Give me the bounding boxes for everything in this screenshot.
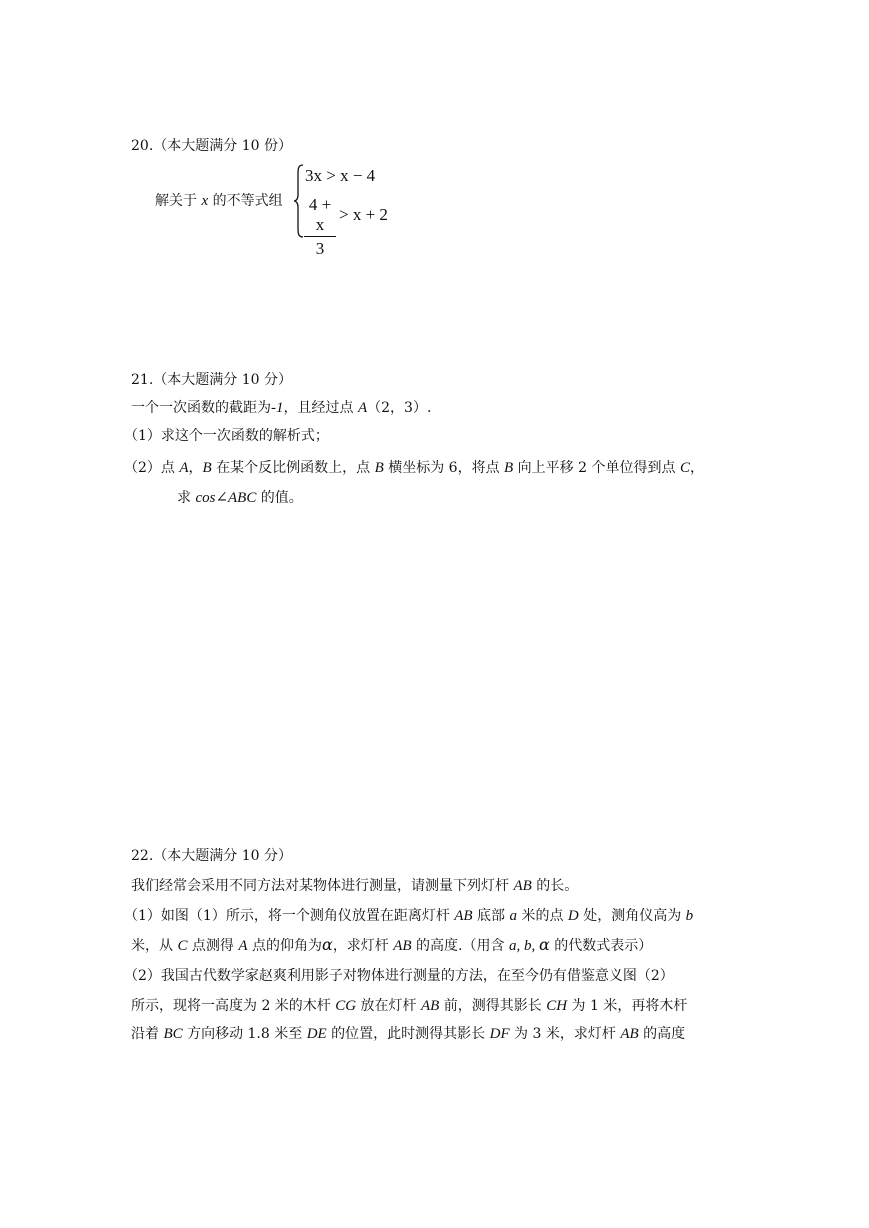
q21-part1: （1）求这个一次函数的解析式； (124, 428, 329, 444)
q21-intercept-value: -1 (271, 400, 284, 416)
q21-part2-B2: B (374, 460, 384, 476)
q21-cos-expression: cos∠ABC (195, 490, 257, 506)
q21-part2-d: 横坐标为 6，将点 (383, 460, 505, 476)
q22-p1-l2-A: A (238, 938, 248, 954)
q22-header: 22.（本大题满分 10 分） (131, 848, 292, 864)
q22-p2-l2-c: 前，测得其影长 (439, 998, 547, 1014)
q22-p1-l2-c: 点的仰角为 (247, 938, 322, 954)
q22-part2-line3 (131, 1024, 685, 1044)
q21-part2-a: （2）点 (124, 460, 180, 476)
q22-p2-l3-d: 为 3 米，求灯杆 (509, 1026, 621, 1042)
q22-alpha-symbol-2: α (538, 935, 550, 954)
q21-statement-a: 一个一次函数的截距为 (131, 400, 271, 416)
q22-part1-line2 (131, 935, 652, 956)
q21-header: 21.（本大题满分 10 分） (131, 372, 292, 388)
q21-part2-b: ， (188, 460, 203, 476)
q22-p2-l3-AB: AB (620, 1026, 639, 1042)
q20-prompt-variable: x (201, 193, 209, 209)
q21-part2-B3: B (504, 460, 514, 476)
q22-intro-AB: AB (513, 878, 532, 894)
q22-p1-l2-f: 的代数式表示） (549, 938, 653, 954)
q22-p1-l2-AB: AB (393, 938, 412, 954)
q22-p2-l2-b: 放在灯杆 (356, 998, 422, 1014)
q22-p1-l1-AB: AB (454, 908, 473, 924)
q21-statement-c: （2，3）. (367, 400, 432, 416)
inequality-system (293, 163, 443, 258)
q21-part2-c: 在某个反比例函数上，点 (211, 460, 375, 476)
q22-p1-l1-c: 米的点 (517, 908, 568, 924)
q22-p1-l2-e: 的高度.（用含 (411, 938, 509, 954)
q22-p2-l2-CH: CH (546, 998, 568, 1014)
q22-p1-l2-b: 点测得 (187, 938, 239, 954)
q21-part2-line2 (177, 488, 303, 508)
q22-p2-l2-d: 为 1 米，再将木杆 (567, 998, 688, 1014)
q22-p1-l1-a-var: a (509, 908, 517, 924)
q22-p1-l1-d: 处，测角仪高为 (578, 908, 686, 924)
q21-part2-e: 向上平移 2 个单位得到点 (513, 460, 680, 476)
q22-intro-b: 的长。 (531, 878, 579, 894)
q21-part2-B: B (202, 460, 212, 476)
q22-p2-l3-DF: DF (489, 1026, 510, 1042)
q22-part2-line1: （2）我国古代数学家赵爽利用影子对物体进行测量的方法，在至今仍有借鉴意义图（2） (124, 968, 674, 984)
q21-part2-f: ， (689, 460, 704, 476)
q22-p1-l2-a: 米，从 (131, 938, 178, 954)
q22-intro-a: 我们经常会采用不同方法对某物体进行测量，请测量下列灯杆 (131, 878, 514, 894)
q22-p1-l1-D: D (567, 908, 579, 924)
q22-part2-line2 (131, 996, 687, 1016)
q20-prompt-text-b: 的不等式组 (208, 193, 283, 209)
q21-part2-line2-b: 的值。 (256, 490, 303, 506)
q21-part2-line2-a: 求 (177, 490, 196, 506)
inequality-2-rhs: > x + 2 (339, 205, 388, 224)
q22-p2-l3-DE: DE (306, 1026, 327, 1042)
q22-p2-l3-e: 的高度 (638, 1026, 686, 1042)
q22-p2-l2-CG: CG (335, 998, 357, 1014)
q20-prompt-text-a: 解关于 (155, 193, 202, 209)
q22-p1-l1-a: （1）如图（1）所示，将一个测角仪放置在距离灯杆 (124, 908, 455, 924)
q22-p2-l3-a: 沿着 (131, 1026, 164, 1042)
inequality-1: 3x > x − 4 (305, 166, 376, 185)
q20-header: 20.（本大题满分 10 份） (131, 138, 292, 154)
q22-p1-l1-b: 底部 (472, 908, 510, 924)
q22-p2-l2-a: 所示，现将一高度为 2 米的木杆 (131, 998, 336, 1014)
q22-p2-l3-BC: BC (163, 1026, 183, 1042)
q22-p1-l1-b-var: b (685, 908, 694, 924)
fraction (304, 195, 336, 259)
fraction-denominator: 3 (315, 239, 325, 258)
q22-p2-l3-c: 的位置，此时测得其影长 (326, 1026, 490, 1042)
q22-part1-line1 (124, 906, 693, 926)
q22-p1-l2-vars: a, b, (508, 938, 539, 954)
q22-alpha-symbol: α (322, 935, 333, 954)
q22-p2-l2-AB: AB (421, 998, 440, 1014)
q21-part2-C: C (679, 460, 690, 476)
q21-point-A: A (357, 400, 368, 416)
fraction-numerator: 4 + x (308, 195, 332, 234)
q22-intro (131, 876, 578, 896)
q20-prompt (155, 191, 283, 211)
fraction-bar (304, 236, 336, 237)
q22-p2-l3-b: 方向移动 1.8 米至 (182, 1026, 307, 1042)
q21-statement (131, 398, 431, 418)
q22-p1-l2-C: C (177, 938, 188, 954)
q21-statement-b: ，且经过点 (283, 400, 358, 416)
q21-part2 (124, 458, 704, 478)
q22-p1-l2-d: ，求灯杆 (332, 938, 394, 954)
q21-part2-A: A (179, 460, 189, 476)
